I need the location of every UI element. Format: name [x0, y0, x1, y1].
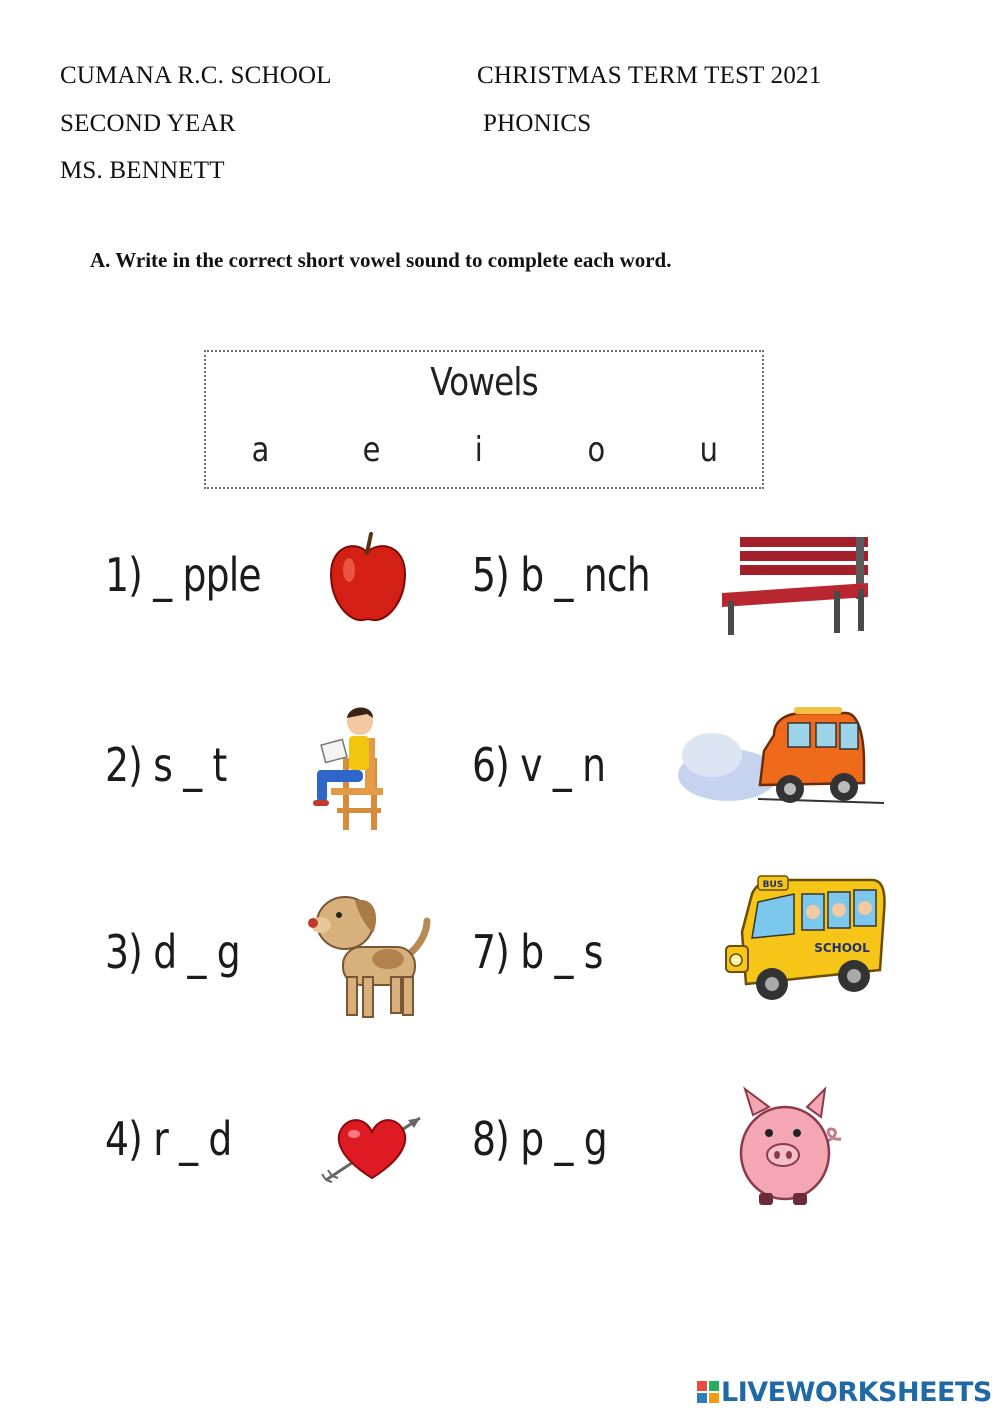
test-title: CHRISTMAS TERM TEST 2021	[477, 62, 822, 89]
question-7[interactable]: 7) b _ s	[472, 925, 603, 979]
vowel-letter: u	[699, 430, 718, 470]
bus-label-text: SCHOOL	[814, 941, 870, 955]
van-icon	[678, 705, 886, 813]
pig-icon	[735, 1085, 850, 1210]
vowels-box	[204, 350, 764, 489]
question-5[interactable]: 5) b _ nch	[472, 548, 650, 602]
heart-icon	[320, 1108, 425, 1188]
vowel-letter: o	[587, 430, 606, 470]
teacher-name: MS. BENNETT	[60, 157, 225, 184]
sit-icon	[305, 698, 395, 833]
question-3[interactable]: 3) d _ g	[105, 925, 240, 979]
dog-icon	[303, 885, 435, 1023]
bench-icon	[718, 535, 873, 637]
subject: PHONICS	[483, 110, 592, 137]
liveworksheets-mark-icon	[697, 1381, 719, 1403]
vowel-letter: i	[474, 430, 483, 470]
instruction: A. Write in the correct short vowel sound to complete each word.	[90, 248, 672, 272]
question-8[interactable]: 8) p _ g	[472, 1112, 607, 1166]
liveworksheets-logo	[697, 1375, 992, 1409]
school-name: CUMANA R.C. SCHOOL	[60, 62, 332, 89]
question-1[interactable]: 1) _ pple	[105, 548, 261, 602]
bus-icon	[722, 872, 887, 1012]
class-year: SECOND YEAR	[60, 110, 236, 137]
apple-icon	[325, 530, 410, 625]
watermark-text: LIVEWORKSHEETS	[721, 1376, 992, 1408]
question-2[interactable]: 2) s _ t	[105, 738, 227, 792]
question-6[interactable]: 6) v _ n	[472, 738, 606, 792]
bus-sign-text: BUS	[762, 880, 784, 890]
vowel-letter: a	[251, 430, 270, 470]
question-4[interactable]: 4) r _ d	[105, 1112, 232, 1166]
vowels-title: Vowels	[430, 360, 538, 404]
vowel-letter: e	[362, 430, 381, 470]
